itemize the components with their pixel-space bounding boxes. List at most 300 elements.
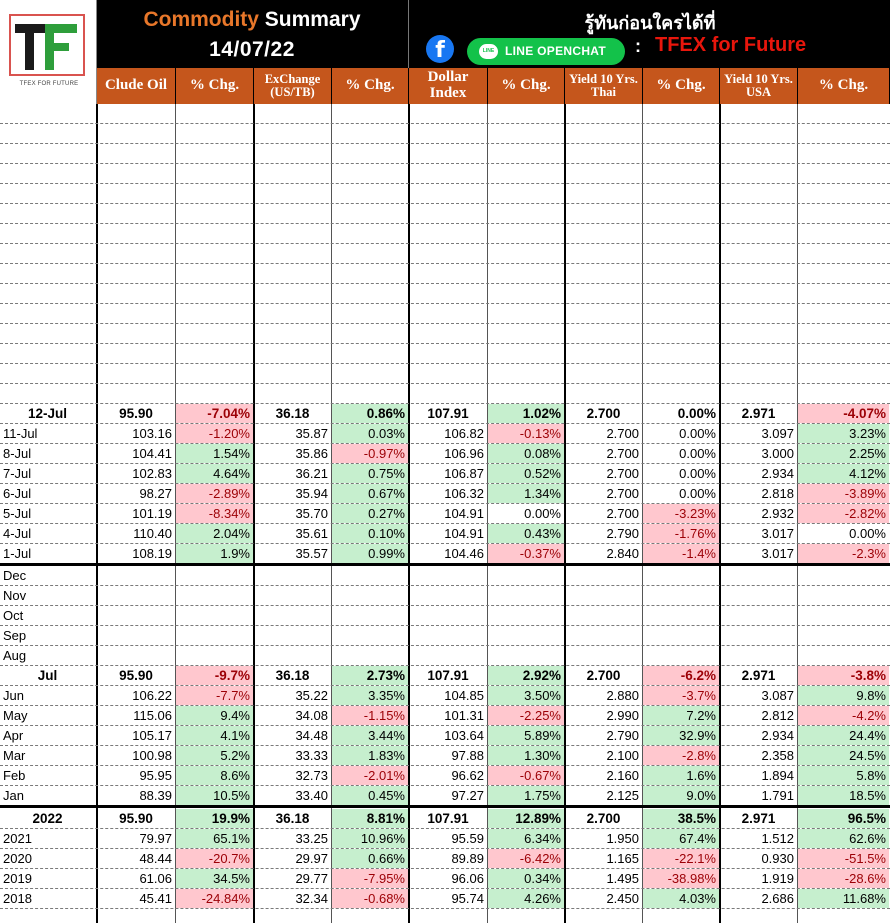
cell-oil: 88.39	[139, 788, 172, 803]
cell-usa: 3.087	[761, 688, 794, 703]
cell-oil: 110.40	[133, 526, 172, 541]
cell-usa: 2.934	[761, 466, 794, 481]
row-label: Mar	[3, 748, 26, 763]
cell-fx: 35.94	[295, 486, 328, 501]
table-row	[0, 444, 890, 464]
title-rest: Summary	[258, 8, 361, 31]
table-row	[0, 766, 890, 786]
cell-usa: 2.971	[741, 668, 776, 683]
column-header-dxy-chg: % Chg.	[488, 68, 565, 104]
row-label: May	[3, 708, 28, 723]
summary-row-yearly	[0, 809, 890, 829]
cell-thai-chg: 38.5%	[643, 809, 719, 828]
cell-oil-chg: -2.89%	[176, 484, 253, 503]
cell-usa-chg: -51.5%	[798, 849, 889, 868]
cell-usa: 2.818	[761, 486, 794, 501]
cell-usa: 2.686	[761, 891, 794, 906]
cell-fx: 32.34	[295, 891, 328, 906]
cell-oil: 98.27	[139, 486, 172, 501]
cell-usa: 2.971	[741, 811, 776, 826]
cell-thai: 2.700	[606, 466, 639, 481]
cell-oil-chg: 1.54%	[176, 444, 253, 463]
cell-usa-chg: 5.8%	[798, 766, 889, 785]
cell-oil: 95.90	[119, 668, 153, 683]
cell-dxy: 106.96	[444, 446, 484, 461]
cell-thai: 2.990	[606, 708, 639, 723]
cell-dxy: 104.91	[444, 526, 484, 541]
row-label: Jan	[3, 788, 24, 803]
promo-colon: :	[635, 36, 641, 56]
cell-usa: 1.894	[761, 768, 794, 783]
cell-dxy: 89.89	[451, 851, 484, 866]
cell-fx-chg: 0.45%	[332, 786, 408, 805]
row-label: 2019	[3, 871, 32, 886]
row-label: 5-Jul	[3, 506, 32, 521]
section-divider	[0, 805, 890, 808]
row-label	[0, 264, 95, 284]
cell-dxy: 95.59	[451, 831, 484, 846]
cell-oil: 102.83	[132, 466, 172, 481]
row-label	[0, 124, 95, 144]
column-header-fx: ExChange (US/TB)	[254, 68, 332, 104]
cell-dxy-chg: 0.43%	[488, 524, 564, 543]
empty-row	[0, 164, 890, 184]
promo-title: รู้ทันก่อนใครได้ที่	[584, 13, 716, 33]
cell-dxy-chg: -2.25%	[488, 706, 564, 725]
cell-fx: 34.08	[295, 708, 328, 723]
cell-dxy: 107.91	[427, 811, 469, 826]
cell-oil-chg: 34.5%	[176, 869, 253, 888]
cell-oil-chg: -7.7%	[176, 686, 253, 705]
logo-box	[0, 0, 97, 104]
cell-usa: 2.812	[761, 708, 794, 723]
page-title	[98, 8, 406, 32]
cell-oil: 100.98	[132, 748, 172, 763]
cell-dxy-chg: -0.37%	[488, 544, 564, 563]
cell-fx: 36.21	[295, 466, 328, 481]
cell-usa-chg: -3.89%	[798, 484, 889, 503]
cell-thai: 2.700	[606, 486, 639, 501]
cell-fx-chg: -7.95%	[332, 869, 408, 888]
cell-oil: 105.17	[132, 728, 172, 743]
cell-usa: 3.017	[761, 546, 794, 561]
row-label	[0, 384, 95, 404]
column-header-fx-chg: % Chg.	[332, 68, 409, 104]
cell-dxy-chg: 1.30%	[488, 746, 564, 765]
cell-usa-chg: -4.07%	[798, 404, 889, 423]
cell-dxy-chg: 12.89%	[488, 809, 564, 828]
cell-oil-chg: 1.9%	[176, 544, 253, 563]
cell-usa-chg: 62.6%	[798, 829, 889, 848]
row-label: 7-Jul	[3, 466, 32, 481]
line-icon: LINE	[479, 44, 498, 59]
cell-oil-chg: -24.84%	[176, 889, 253, 908]
cell-thai-chg: 7.2%	[643, 706, 719, 725]
facebook-icon[interactable]: f	[426, 35, 454, 63]
cell-dxy: 106.82	[444, 426, 484, 441]
cell-usa: 2.358	[761, 748, 794, 763]
cell-usa-chg: 9.8%	[798, 686, 889, 705]
cell-usa-chg: -3.8%	[798, 666, 889, 685]
cell-thai: 1.950	[606, 831, 639, 846]
empty-row	[0, 364, 890, 384]
tfex-label: TFEX for Future	[655, 34, 807, 56]
cell-fx-chg: 0.99%	[332, 544, 408, 563]
summary-row-daily	[0, 404, 890, 424]
cell-thai-chg: -3.23%	[643, 504, 719, 523]
cell-oil: 95.90	[119, 811, 153, 826]
cell-dxy: 96.06	[451, 871, 484, 886]
table-row	[0, 786, 890, 806]
cell-thai: 2.125	[606, 788, 639, 803]
cell-fx: 35.70	[295, 506, 328, 521]
cell-dxy-chg: 1.75%	[488, 786, 564, 805]
cell-thai: 2.700	[586, 811, 621, 826]
line-openchat-label: LINE OPENCHAT	[505, 44, 607, 58]
cell-dxy-chg: -0.13%	[488, 424, 564, 443]
column-header-usa-chg: % Chg.	[798, 68, 890, 104]
cell-usa: 3.097	[761, 426, 794, 441]
row-label: 1-Jul	[3, 546, 32, 561]
cell-thai-chg: 0.00%	[679, 426, 716, 441]
cell-fx: 33.40	[295, 788, 328, 803]
tf-logo-icon	[9, 14, 85, 76]
cell-fx-chg: 0.10%	[332, 524, 408, 543]
table-row	[0, 889, 890, 909]
cell-thai-chg: -2.8%	[643, 746, 719, 765]
cell-usa: 1.791	[761, 788, 794, 803]
cell-fx: 34.48	[295, 728, 328, 743]
cell-thai-chg: 9.0%	[643, 786, 719, 805]
row-label	[0, 224, 95, 244]
promo-block	[408, 0, 890, 68]
row-label: Aug	[3, 648, 27, 663]
cell-fx: 35.87	[295, 426, 328, 441]
cell-fx: 36.18	[275, 811, 310, 826]
cell-thai-chg: 0.00%	[679, 466, 716, 481]
column-headers	[97, 68, 890, 104]
cell-usa: 2.932	[761, 506, 794, 521]
table-row	[0, 686, 890, 706]
cell-fx-chg: 10.96%	[332, 829, 408, 848]
table-row	[0, 849, 890, 869]
cell-thai: 2.790	[606, 526, 639, 541]
cell-dxy: 103.64	[444, 728, 484, 743]
cell-dxy-chg: 1.34%	[488, 484, 564, 503]
cell-dxy-chg: 0.52%	[488, 464, 564, 483]
cell-thai-chg: 67.4%	[643, 829, 719, 848]
cell-fx-chg: 3.44%	[332, 726, 408, 745]
cell-oil-chg: 9.4%	[176, 706, 253, 725]
cell-fx-chg: 8.81%	[332, 809, 408, 828]
row-label: Sep	[3, 628, 27, 643]
title-accent: Commodity	[143, 8, 259, 31]
cell-dxy-chg: 6.34%	[488, 829, 564, 848]
cell-thai: 2.100	[606, 748, 639, 763]
cell-thai-chg: 32.9%	[643, 726, 719, 745]
empty-row	[0, 384, 890, 404]
empty-month-row	[0, 586, 890, 606]
cell-usa-chg: 24.5%	[798, 746, 889, 765]
row-label: 2018	[3, 891, 32, 906]
cell-dxy-chg: 4.26%	[488, 889, 564, 908]
cell-oil: 106.22	[132, 688, 172, 703]
cell-usa-chg: 2.25%	[798, 444, 889, 463]
row-label	[0, 164, 95, 184]
cell-thai: 1.165	[606, 851, 639, 866]
cell-fx-chg: -2.01%	[332, 766, 408, 785]
row-label	[0, 304, 95, 324]
cell-dxy: 104.46	[444, 546, 484, 561]
cell-thai-chg: -38.98%	[643, 869, 719, 888]
empty-row	[0, 124, 890, 144]
table-row	[0, 484, 890, 504]
table-row	[0, 829, 890, 849]
summary-table	[0, 104, 890, 923]
cell-usa-chg: 4.12%	[798, 464, 889, 483]
cell-usa: 1.919	[761, 871, 794, 886]
cell-usa: 2.934	[761, 728, 794, 743]
cell-dxy-chg: 0.34%	[488, 869, 564, 888]
cell-oil: 103.16	[132, 426, 172, 441]
cell-dxy: 104.91	[444, 506, 484, 521]
cell-usa-chg: 11.68%	[798, 889, 889, 908]
empty-month-row	[0, 566, 890, 586]
cell-fx-chg: 0.27%	[332, 504, 408, 523]
cell-fx: 29.97	[295, 851, 328, 866]
cell-dxy: 107.91	[427, 668, 469, 683]
empty-month-row	[0, 606, 890, 626]
cell-oil: 95.90	[119, 406, 153, 421]
logo-subtitle: TFEX FOR FUTURE	[19, 81, 79, 87]
row-label	[0, 104, 95, 124]
cell-fx-chg: -0.68%	[332, 889, 408, 908]
cell-usa-chg: -4.2%	[798, 706, 889, 725]
cell-fx: 36.18	[275, 668, 310, 683]
cell-oil-chg: -8.34%	[176, 504, 253, 523]
cell-fx: 35.22	[295, 688, 328, 703]
cell-fx-chg: 0.75%	[332, 464, 408, 483]
cell-dxy-chg: 3.50%	[488, 686, 564, 705]
cell-oil: 104.41	[132, 446, 172, 461]
cell-oil-chg: -9.7%	[176, 666, 253, 685]
cell-dxy-chg: 0.08%	[488, 444, 564, 463]
cell-dxy: 97.27	[451, 788, 484, 803]
report-date: 14/07/22	[209, 38, 295, 61]
cell-dxy: 101.31	[444, 708, 484, 723]
cell-fx-chg: -1.15%	[332, 706, 408, 725]
line-openchat-button[interactable]	[467, 38, 625, 65]
cell-thai-chg: -3.7%	[643, 686, 719, 705]
cell-fx: 35.86	[295, 446, 328, 461]
cell-thai: 2.700	[586, 668, 621, 683]
cell-oil: 61.06	[139, 871, 172, 886]
cell-dxy: 104.85	[444, 688, 484, 703]
cell-usa: 1.512	[761, 831, 794, 846]
column-header-dxy: Dollar Index	[409, 68, 488, 104]
row-label	[0, 144, 95, 164]
summary-row-monthly	[0, 666, 890, 686]
cell-thai: 2.450	[606, 891, 639, 906]
row-label: 12-Jul	[27, 406, 68, 421]
empty-row	[0, 324, 890, 344]
table-row	[0, 504, 890, 524]
cell-fx-chg: -0.97%	[332, 444, 408, 463]
cell-oil-chg: -20.7%	[176, 849, 253, 868]
cell-dxy: 107.91	[427, 406, 469, 421]
row-label	[0, 244, 95, 264]
table-row	[0, 869, 890, 889]
row-label	[0, 204, 95, 224]
cell-fx-chg: 0.86%	[332, 404, 408, 423]
column-header-thai-chg: % Chg.	[643, 68, 720, 104]
cell-fx-chg: 3.35%	[332, 686, 408, 705]
cell-thai: 2.700	[606, 446, 639, 461]
row-label: Jul	[37, 668, 58, 683]
cell-oil: 95.95	[139, 768, 172, 783]
cell-fx: 36.18	[275, 406, 310, 421]
cell-fx-chg: 0.03%	[332, 424, 408, 443]
cell-usa-chg: -2.3%	[798, 544, 889, 563]
row-label: Oct	[3, 608, 24, 623]
empty-row	[0, 344, 890, 364]
cell-thai: 2.160	[606, 768, 639, 783]
cell-thai: 2.700	[606, 426, 639, 441]
cell-dxy: 97.88	[451, 748, 484, 763]
cell-thai-chg: 0.00%	[679, 446, 716, 461]
row-label: 6-Jul	[3, 486, 32, 501]
table-row	[0, 706, 890, 726]
table-row	[0, 726, 890, 746]
cell-fx: 32.73	[295, 768, 328, 783]
row-label	[0, 184, 95, 204]
cell-oil: 108.19	[132, 546, 172, 561]
cell-fx: 35.57	[295, 546, 328, 561]
cell-thai: 1.495	[606, 871, 639, 886]
cell-dxy-chg: 2.92%	[488, 666, 564, 685]
cell-thai: 2.880	[606, 688, 639, 703]
cell-fx: 29.77	[295, 871, 328, 886]
column-header-oil: Clude Oil	[97, 68, 176, 104]
row-label: Jun	[3, 688, 24, 703]
row-label	[0, 364, 95, 384]
cell-thai-chg: -6.2%	[643, 666, 719, 685]
cell-oil-chg: 10.5%	[176, 786, 253, 805]
row-label: 11-Jul	[3, 426, 38, 441]
row-label: 2022	[32, 811, 63, 826]
cell-thai-chg: -1.4%	[643, 544, 719, 563]
table-row	[0, 746, 890, 766]
cell-dxy: 106.87	[444, 466, 484, 481]
cell-fx-chg: 2.73%	[332, 666, 408, 685]
table-row	[0, 544, 890, 564]
cell-fx: 33.25	[295, 831, 328, 846]
table-row	[0, 424, 890, 444]
cell-oil: 115.06	[133, 708, 172, 723]
row-label	[0, 284, 95, 304]
row-label: Apr	[3, 728, 24, 743]
cell-fx: 35.61	[295, 526, 328, 541]
cell-dxy-chg: 1.02%	[488, 404, 564, 423]
cell-fx-chg: 0.67%	[332, 484, 408, 503]
cell-usa: 2.971	[741, 406, 776, 421]
cell-usa-chg: 18.5%	[798, 786, 889, 805]
cell-oil-chg: 19.9%	[176, 809, 253, 828]
cell-oil-chg: 8.6%	[176, 766, 253, 785]
cell-oil-chg: 4.1%	[176, 726, 253, 745]
cell-fx-chg: 0.66%	[332, 849, 408, 868]
cell-thai-chg: 4.03%	[643, 889, 719, 908]
cell-oil-chg: 5.2%	[176, 746, 253, 765]
title-block	[98, 0, 406, 68]
cell-usa-chg: -28.6%	[798, 869, 889, 888]
cell-oil: 101.19	[132, 506, 172, 521]
row-label: Feb	[3, 768, 26, 783]
empty-month-row	[0, 626, 890, 646]
row-label: 4-Jul	[3, 526, 32, 541]
row-label: Nov	[3, 588, 27, 603]
cell-oil: 79.97	[139, 831, 172, 846]
empty-row	[0, 304, 890, 324]
cell-usa-chg: -2.82%	[798, 504, 889, 523]
empty-row	[0, 244, 890, 264]
cell-thai: 2.790	[606, 728, 639, 743]
empty-month-row	[0, 646, 890, 666]
row-label: 2021	[3, 831, 32, 846]
cell-fx-chg: 1.83%	[332, 746, 408, 765]
cell-dxy-chg: -0.67%	[488, 766, 564, 785]
empty-row	[0, 264, 890, 284]
empty-row	[0, 224, 890, 244]
cell-thai: 2.700	[606, 506, 639, 521]
empty-row	[0, 284, 890, 304]
cell-dxy: 95.74	[451, 891, 484, 906]
empty-row	[0, 204, 890, 224]
cell-thai-chg: -1.76%	[643, 524, 719, 543]
cell-usa-chg: 3.23%	[798, 424, 889, 443]
cell-oil-chg: 65.1%	[176, 829, 253, 848]
column-header-oil-chg: % Chg.	[176, 68, 254, 104]
cell-usa-chg: 96.5%	[798, 809, 889, 828]
row-label	[0, 344, 95, 364]
cell-dxy-chg: -6.42%	[488, 849, 564, 868]
row-label: 2020	[3, 851, 32, 866]
cell-usa: 0.930	[761, 851, 794, 866]
empty-row	[0, 144, 890, 164]
cell-thai-chg: 1.6%	[643, 766, 719, 785]
row-separator	[0, 908, 890, 909]
cell-oil-chg: -7.04%	[176, 404, 253, 423]
cell-thai: 2.700	[586, 406, 621, 421]
row-label: Dec	[3, 568, 27, 583]
cell-usa: 3.017	[761, 526, 794, 541]
cell-oil-chg: 2.04%	[176, 524, 253, 543]
table-row	[0, 524, 890, 544]
table-row	[0, 464, 890, 484]
column-header-usa: Yield 10 Yrs. USA	[720, 68, 798, 104]
cell-thai-chg: 0.00%	[677, 406, 716, 421]
row-label: 8-Jul	[3, 446, 32, 461]
cell-dxy-chg: 0.00%	[524, 506, 561, 521]
cell-dxy: 96.62	[451, 768, 484, 783]
cell-usa-chg: 24.4%	[798, 726, 889, 745]
empty-row	[0, 104, 890, 124]
header-bar	[0, 0, 890, 104]
cell-thai: 2.840	[606, 546, 639, 561]
cell-oil-chg: -1.20%	[176, 424, 253, 443]
cell-fx: 33.33	[295, 748, 328, 763]
cell-oil: 48.44	[139, 851, 172, 866]
